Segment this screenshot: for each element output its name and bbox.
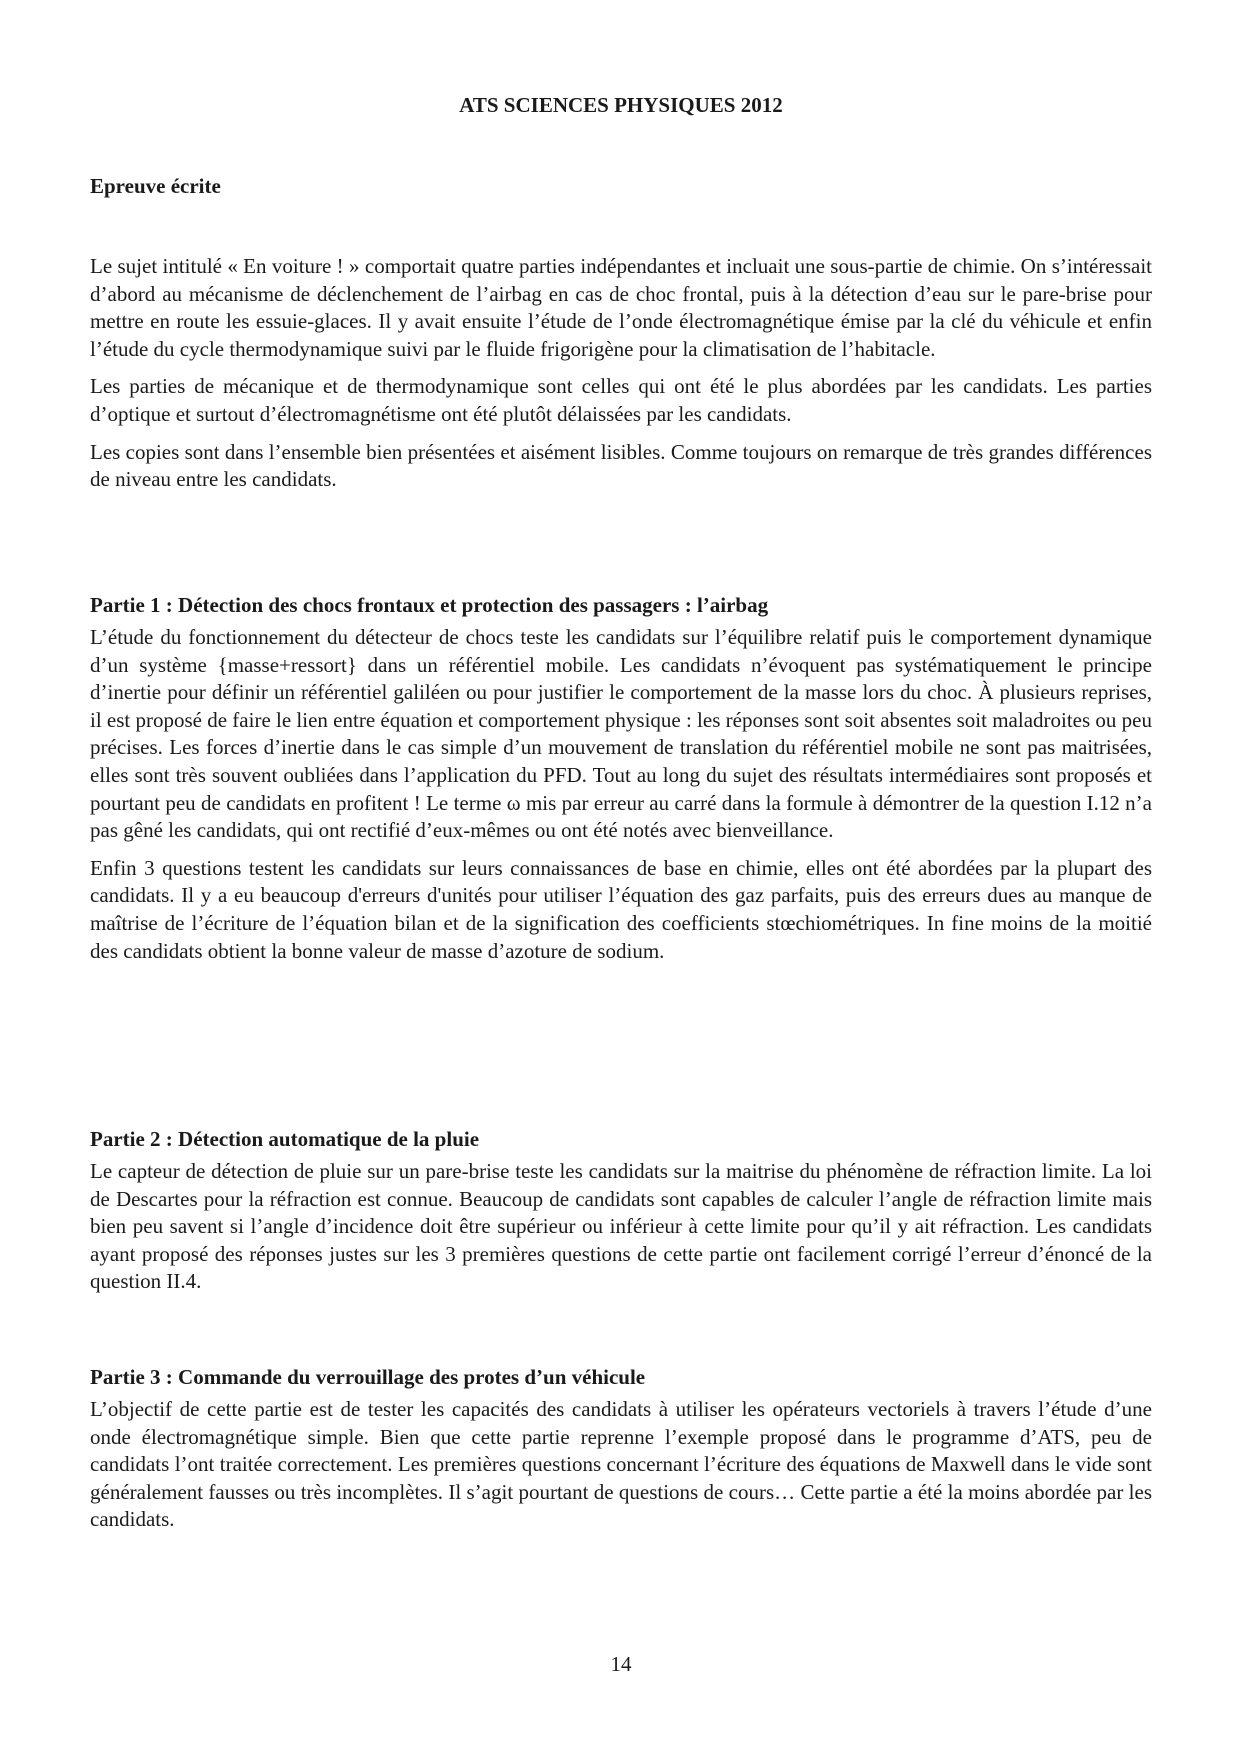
section-paragraph: L’objectif de cette partie est de tester les capacités des candidats à utiliser les opérateurs vectoriels à travers l’étude d’une onde électromagnétique simple. Bien que cette partie reprenne l’exemple proposé dans le programme d’ATS, peu de candidats l’ont traitée correctement. Les premières questions concernant l’écriture des équations de Maxwell dans le vide sont généralement fausses ou très incomplètes. Il s’agit pourtant de questions de cours… Cette partie a été la moins abordée par les candidats. xyxy=(90,1397,1152,1532)
intro-block xyxy=(90,253,1152,494)
section-partie-1 xyxy=(90,591,1152,965)
section-heading: Partie 1 : Détection des chocs frontaux et protection des passagers : l’airbag xyxy=(90,593,769,617)
section-paragraph: Enfin 3 questions testent les candidats sur leurs connaissances de base en chimie, elles ont été abordées par la plupart des candidats. Il y a eu beaucoup d'erreurs d'unités pour utiliser l’équation des gaz parfaits, puis des erreurs dues au manque de maîtrise de l’écriture de l’équation bilan et de la signification des coefficients stœchiométriques. In fine moins de la moitié des candidats obtient la bonne valeur de masse d’azoture de sodium. xyxy=(90,855,1152,963)
intro-paragraph: Les parties de mécanique et de thermodynamique sont celles qui ont été le plus abordées par les candidats. Les parties d’optique et surtout d’électromagnétisme ont été plutôt délaissées par les candidats. xyxy=(90,374,1152,426)
document-title: ATS SCIENCES PHYSIQUES 2012 xyxy=(459,93,783,117)
section-paragraph: Le capteur de détection de pluie sur un pare-brise teste les candidats sur la maitrise du phénomène de réfraction limite. La loi de Descartes pour la réfraction est connue. Beaucoup de candidats sont capables de calculer l’angle de réfraction limite mais bien peu savent si l’angle d’incidence doit être supérieur ou inférieur à cette limite pour qu’il y ait réfraction. Les candidats ayant proposé des réponses justes sur les 3 premières questions de cette partie ont facilement corrigé l’erreur d’énoncé de la question II.4. xyxy=(90,1159,1152,1294)
page-number: 14 xyxy=(610,1652,632,1676)
intro-paragraph: Les copies sont dans l’ensemble bien présentées et aisément lisibles. Comme toujours on remarque de très grandes différences de niveau entre les candidats. xyxy=(90,439,1152,492)
section-heading: Partie 3 : Commande du verrouillage des protes d’un véhicule xyxy=(90,1365,646,1389)
document-page xyxy=(90,0,1152,1754)
section-heading: Partie 2 : Détection automatique de la pluie xyxy=(90,1127,480,1151)
section-paragraph: L’étude du fonctionnement du détecteur de chocs teste les candidats sur l’équilibre relatif puis le comportement dynamique d’un système {masse+ressort} dans un référentiel mobile. Les candidats n’évoquent pas systématiquement le principe d’inertie pour définir un référentiel galiléen ou pour justifier le comportement de la masse lors du choc. À plusieurs reprises, il est proposé de faire le lien entre équation et comportement physique : les réponses sont soit absentes soit maladroites ou peu précises. Les forces d’inertie dans le cas simple d’un mouvement de translation du référentiel mobile ne sont pas maitrisées, elles sont très souvent oubliées dans l’application du PFD. Tout au long du sujet des résultats intermédiaires sont proposés et pourtant peu de candidats en profitent ! Le terme ω mis par erreur au carré dans la formule à démontrer de la question I.12 n’a pas gêné les candidats, qui ont rectifié d’eux-mêmes ou ont été notés avec bienveillance. xyxy=(90,625,1152,843)
section-partie-2 xyxy=(90,1125,1152,1296)
section-subtitle: Epreuve écrite xyxy=(90,174,221,198)
intro-paragraph: Le sujet intitulé « En voiture ! » comportait quatre parties indépendantes et incluait une sous-partie de chimie. On s’intéressait d’abord au mécanisme de déclenchement de l’airbag en cas de choc frontal, puis à la détection d’eau sur le pare-brise pour mettre en route les essuie-glaces. Il y avait ensuite l’étude de l’onde électromagnétique émise par la clé du véhicule et enfin l’étude du cycle thermodynamique suivi par le fluide frigorigène pour la climatisation de l’habitacle. xyxy=(90,254,1152,361)
section-partie-3 xyxy=(90,1363,1152,1534)
